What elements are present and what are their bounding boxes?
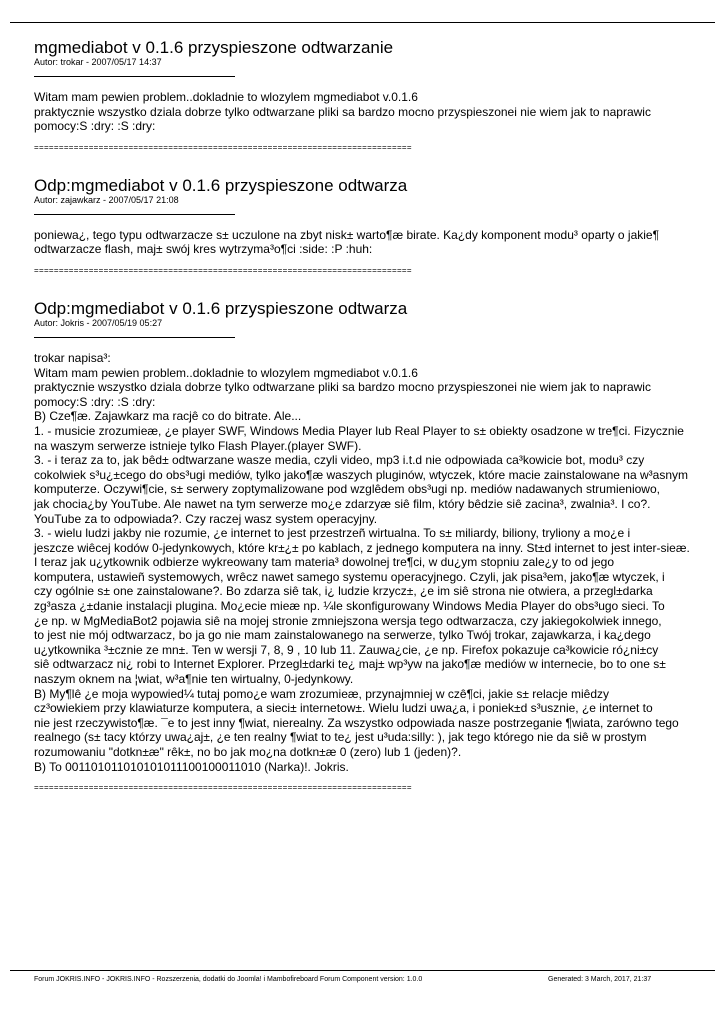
forum-thread bbox=[34, 38, 694, 793]
author-underline bbox=[34, 76, 235, 77]
post-body: trokar napisa³: Witam mam pewien problem..dokladnie to wlozylem mgmediabot v.0.1.6 praktycznie wszystko dziala dobrze tylko odtwarzane pliki sa bardzo mocno przyspieszonei nie wiem jak to naprawic pomocy:S :dry: :S :dry: B) Cze¶æ. Zajawkarz ma racjê co do bitrate. Ale... 1. - musicie zrozumieæ, ¿e player SWF, Windows Media Player lub Real Player to s± obiekty osadzone w tre¶ci. Fizycznie na waszym serwerze istnieje tylko Flash Player.(player SWF). 3. - i teraz za to, jak bêd± odtwarzane wasze media, czyli video, mp3 i.t.d nie odpowiada ca³kowicie bot, modu³ czy cokolwiek s³u¿±cego do obs³ugi mediów, tylko jako¶æ waszych pluginów, wtyczek, które macie zainstalowane na w³asnym komputerze. Oczywi¶cie, s± serwery zoptymalizowane pod wzglêdem obs³ugi np. mediów nadawanych strumieniowo, jak chocia¿by YouTube. Ale nawet na tym serwerze mo¿e zdarzyæ siê film, który bêdzie siê zacina³, zwalnia³. I co?. YouTube za to odpowiada?. Czy raczej wasz system operacyjny. 3. - wielu ludzi jakby nie rozumie, ¿e internet to jest przestrzeñ wirtualna. To s± miliardy, biliony, tryliony a mo¿e i jeszcze wiêcej kodów 0-jedynkowych, które kr±¿± po kablach, z jednego komputera na inny. St±d internet to jest inter-sieæ. I teraz jak u¿ytkownik odbierze wykreowany tam materia³ dowolnej tre¶ci, w du¿ym stopniu zale¿y to od jego komputera, ustawieñ systemowych, wrêcz nawet samego systemu operacyjnego. Czyli, jak pisa³em, jako¶æ wtyczek, i czy ogólnie s± one zainstalowane?. Bo zdarza siê tak, i¿ ludzie krzycz±, ¿e im siê strona nie otwiera, a przegl±darka zg³asza ¿±danie instalacji plugina. Mo¿ecie mieæ np. ¼le skonfigurowany Windows Media Player do obs³ugo sieci. To ¿e np. w MgMediaBot2 pojawia siê na mojej stronie zmniejszona wersja tego odtwarzacza, czy jakiegokolwiek innego, to jest nie mój odtwarzacz, bo ja go nie mam zainstalowanego na serwerze, tylko Twój trokar, zajawkarza, i ka¿dego u¿ytkownika ³±cznie ze mn±. Ten w wersji 7, 8, 9 , 10 lub 11. Zauwa¿cie, ¿e np. Firefox pokazuje ca³kowicie ró¿ni±cy siê odtwarzacz ni¿ robi to Internet Explorer. Przegl±darki te¿ maj± wp³yw na jako¶æ mediów w internecie, bo to one s± naszym oknem na ¦wiat, w³a¶nie ten wirtualny, 0-jedynkowy. B) My¶lê ¿e moja wypowied¼ tutaj pomo¿e wam zrozumieæ, przynajmniej w czê¶ci, jakie s± relacje miêdzy cz³owiekiem przy klawiaturze komputera, a sieci± internetow±. Wielu ludzi uwa¿a, i poniek±d s³usznie, ¿e internet to nie jest rzeczywisto¶æ. ¯e to jest inny ¶wiat, nierealny. Za wszystko odpowiada nasze postrzeganie ¶wiata, zarówno tego realnego (s± tacy którzy uwa¿aj±, ¿e ten realny ¶wiat to te¿ jest u³uda:silly: ), jak tego którego nie da siê w prostym rozumowaniu "dotkn±æ" rêk±, no bo jak mo¿na dotkn±æ 0 (zero) lub 1 (jeden)?. B) To 0011010110101010111001000110​10 (Narka)!. Jokris. bbox=[34, 350, 690, 774]
footer-source-text: Forum JOKRIS.INFO - JOKRIS.INFO - Rozszerzenia, dodatki do Joomla! i Mambo bbox=[34, 976, 291, 983]
author-underline bbox=[34, 214, 235, 215]
author-underline bbox=[34, 337, 235, 338]
post-body: poniewa¿, tego typu odtwarzacze s± uczulone na zbyt nisk± warto¶æ birate. Ka¿dy komponent modu³ oparty o jakie¶ odtwarzacze flash, maj± swój kres wytrzyma³o¶ci :side: :P :huh: bbox=[34, 227, 660, 257]
top-rule bbox=[10, 22, 715, 23]
post-separator: ============================================================================ bbox=[34, 265, 412, 275]
post-title: Odp:mgmediabot v 0.1.6 przyspieszone odtwarza bbox=[34, 175, 408, 195]
footer-source-tail: fireboard Forum Component version: 1.0.0 bbox=[290, 976, 423, 983]
post-author: Autor: trokar - 2007/05/17 14:37 bbox=[34, 57, 162, 67]
post-author: Autor: zajawkarz - 2007/05/17 21:08 bbox=[34, 194, 179, 205]
post-2 bbox=[34, 176, 694, 276]
post-separator: ============================================================================ bbox=[34, 142, 412, 152]
post-title: mgmediabot v 0.1.6 przyspieszone odtwarzanie bbox=[34, 38, 394, 57]
post-body: Witam mam pewien problem..dokladnie to wlozylem mgmediabot v.0.1.6 praktycznie wszystko dziala dobrze tylko odtwarzane pliki sa bardzo mocno przyspieszonei nie wiem jak to naprawic pomocy:S :dry: :S :dry: bbox=[34, 90, 651, 134]
post-1 bbox=[34, 38, 694, 153]
post-author: Autor: Jokris - 2007/05/19 05:27 bbox=[34, 317, 163, 328]
post-3 bbox=[34, 299, 694, 793]
post-separator: ============================================================================ bbox=[34, 783, 412, 793]
footer-source bbox=[34, 976, 422, 984]
post-title: Odp:mgmediabot v 0.1.6 przyspieszone odtwarza bbox=[34, 298, 408, 318]
bottom-rule bbox=[10, 970, 715, 971]
footer-generated: Generated: 3 March, 2017, 21:37 bbox=[548, 976, 652, 983]
